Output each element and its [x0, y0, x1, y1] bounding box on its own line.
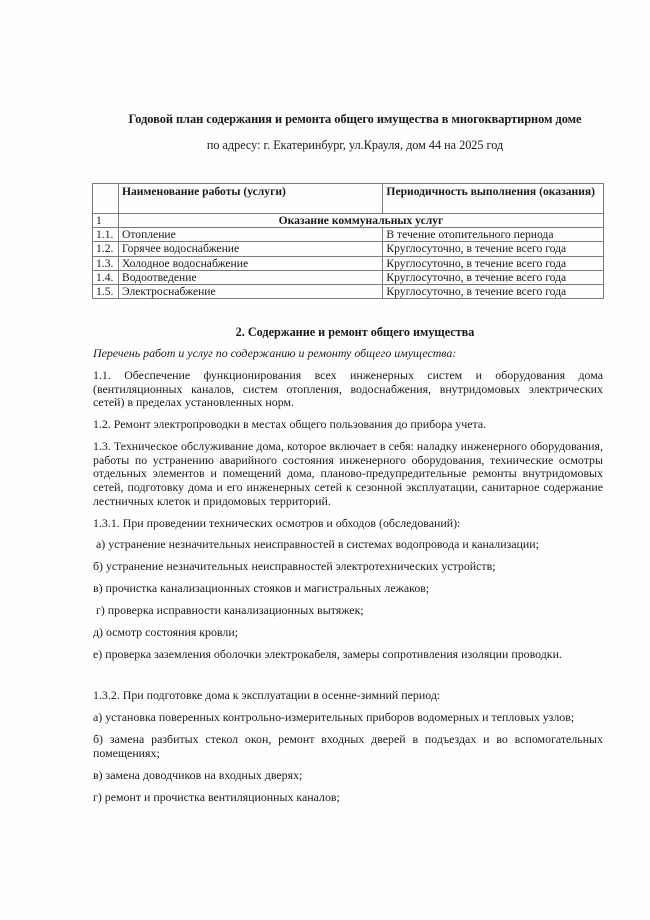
document-title: Годовой план содержания и ремонта общего имущества в многоквартирном доме	[128, 112, 582, 126]
paragraph-1-2: 1.2. Ремонт электропроводки в местах общего пользования до прибора учета.	[93, 417, 487, 432]
table-row	[93, 242, 604, 256]
list-item: г) проверка исправности канализационных вытяжек;	[96, 603, 364, 618]
row-period: Круглосуточно, в течение всего года	[383, 270, 604, 284]
section-2-title: 2. Содержание и ремонт общего имущества	[235, 325, 475, 339]
table-row	[93, 256, 604, 270]
row-number: 1.1.	[93, 228, 119, 242]
row-number: 1.3.	[93, 256, 119, 270]
row-number: 1.5.	[93, 285, 119, 299]
table-row	[93, 270, 604, 284]
header-number	[93, 184, 119, 214]
row-number: 1.4.	[93, 270, 119, 284]
list-item: е) проверка заземления оболочки электрокабеля, замеры сопротивления изоляции проводки.	[93, 647, 562, 662]
utility-services-table	[92, 183, 604, 299]
table-header-row	[93, 184, 604, 214]
header-periodicity: Периодичность выполнения (оказания)	[383, 184, 604, 214]
row-period: Круглосуточно, в течение всего года	[383, 256, 604, 270]
document-subtitle: по адресу: г. Екатеринбург, ул.Крауля, дом 44 на 2025 год	[206, 138, 504, 152]
group-title: Оказание коммунальных услуг	[118, 214, 603, 228]
row-name: Отопление	[118, 228, 382, 242]
row-period: Круглосуточно, в течение всего года	[383, 242, 604, 256]
group-number: 1	[93, 214, 119, 228]
row-name: Холодное водоснабжение	[118, 256, 382, 270]
list-item: а) устранение незначительных неисправностей в системах водопровода и канализации;	[96, 537, 539, 552]
row-number: 1.2.	[93, 242, 119, 256]
table-row	[93, 285, 604, 299]
list-item: в) прочистка канализационных стояков и магистральных лежаков;	[93, 581, 430, 596]
row-name: Водоотведение	[118, 270, 382, 284]
list-item: г) ремонт и прочистка вентиляционных каналов;	[93, 789, 340, 804]
section-intro: Перечень работ и услуг по содержанию и ремонту общего имущества:	[93, 346, 457, 360]
row-period: Круглосуточно, в течение всего года	[383, 285, 604, 299]
section-2-content	[93, 347, 603, 813]
paragraph-1-3-1-heading: 1.3.1. При проведении технических осмотров и обходов (обследований):	[93, 515, 461, 530]
list-item: в) замена доводчиков на входных дверях;	[93, 767, 303, 782]
paragraph-1-3-2-heading: 1.3.2. При подготовке дома к эксплуатации в осенне-зимний период:	[93, 688, 441, 702]
table-row	[93, 228, 604, 242]
list-item: б) устранение незначительных неисправностей электротехнических устройств;	[93, 559, 496, 574]
paragraph-1-1: 1.1. Обеспечение функционирования всех инженерных систем и оборудования дома (вентиляционных каналов, систем отопления, водоснабжения, внутридомовых электрических сетей) в пределах установленных норм.	[93, 367, 603, 410]
paragraph-1-3: 1.3. Техническое обслуживание дома, которое включает в себя: наладку инженерного оборудования, работы по устранению аварийного состояния инженерного оборудования, технические осмотры отдельных элементов и помещений дома, планово-предупредительные ремонты внутридомовых сетей, подготовку дома и его инженерных сетей к сезонной эксплуатации, санитарное содержание лестничных клеток и придомовых территорий.	[93, 439, 603, 508]
list-item: а) установка поверенных контрольно-измерительных приборов водомерных и тепловых узлов;	[93, 709, 575, 724]
header-work-name: Наименование работы (услуги)	[118, 184, 382, 214]
list-item: д) осмотр состояния кровли;	[93, 625, 238, 640]
list-item: б) замена разбитых стекол окон, ремонт входных дверей в подъездах и во вспомогательных помещениях;	[93, 731, 603, 760]
row-period: В течение отопительного периода	[383, 228, 604, 242]
row-name: Электроснабжение	[118, 285, 382, 299]
row-name: Горячее водоснабжение	[118, 242, 382, 256]
table-group-row	[93, 214, 604, 228]
